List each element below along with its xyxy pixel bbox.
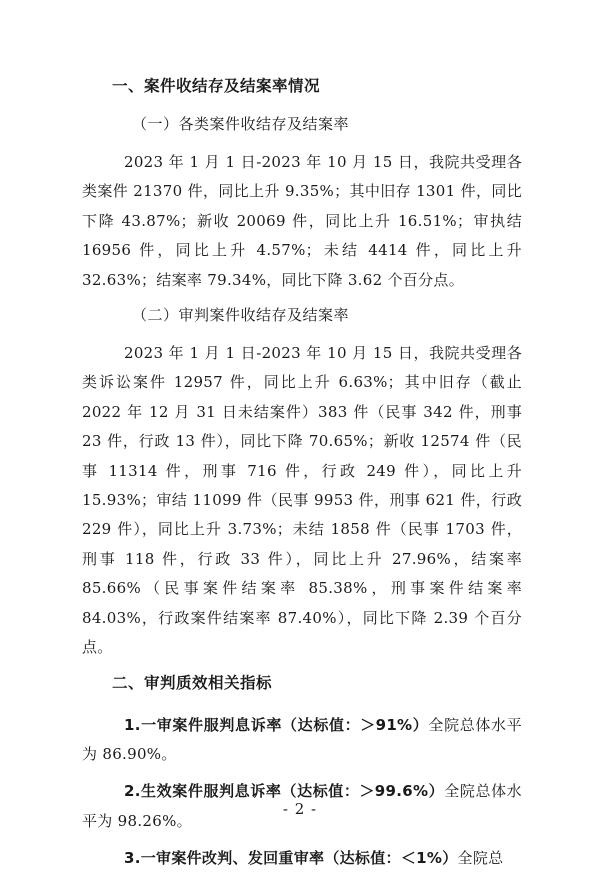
paragraph-all-cases: 2023 年 1 月 1 日-2023 年 10 月 15 日，我院共受理各类案件 21370 件，同比上升 9.35%；其中旧存 1301 件，同比下降 43.87%；新收 20069 件，同比上升 16.51%；审执结 16956 件，同比上升 4.57%；未结 4414 件，同比上升 32.63%；结案率 79.34%，同比下降 3.62 个百分点。	[82, 153, 522, 289]
section-heading-2: 二、审判质效相关指标	[112, 673, 273, 692]
indicator-label-3: 3.一审案件改判、发回重审率（达标值：＜1%）	[124, 849, 458, 868]
indicator-label-2: 2.生效案件服判息诉率（达标值：＞99.6%）	[124, 782, 445, 801]
indicator-label-1: 1.一审案件服判息诉率（达标值：＞91%）	[124, 715, 429, 734]
indicator-item-3	[82, 844, 522, 873]
paragraph-trial-cases: 2023 年 1 月 1 日-2023 年 10 月 15 日，我院共受理各类诉讼案件 12957 件，同比上升 6.63%；其中旧存（截止 2022 年 12 月 31 日未结案件）383 件（民事 342 件，刑事 23 件，行政 13 件），同比下降 70.65%；新收 12574 件（民事 11314 件，刑事 716 件，行政 249 件），同比上升 15.93%；审结 11099 件（民事 9953 件，刑事 621 件，行政 229 件），同比上升 3.73%；未结 1858 件（民事 1703 件，刑事 118 件，行政 33 件），同比上升 27.96%，结案率 85.66%（民事案件结案率 85.38%，刑事案件结案率 84.03%，行政案件结案率 87.40%），同比下降 2.39 个百分点。	[82, 344, 522, 657]
indicator-item-1	[82, 711, 522, 770]
page-number: - 2 -	[282, 800, 318, 818]
subsection-heading-1: （一）各类案件收结存及结案率	[132, 115, 350, 133]
section-heading-1: 一、案件收结存及结案率情况	[112, 77, 321, 95]
indicator-text-1: 全院总体水平为 86.90%。	[82, 715, 522, 763]
indicator-text-3: 全院总	[457, 849, 504, 868]
subsection-heading-2: （二）审判案件收结存及结案率	[132, 306, 350, 325]
indicator-text-2: 全院总体水平为 98.26%。	[82, 782, 522, 830]
document-content	[82, 76, 522, 882]
